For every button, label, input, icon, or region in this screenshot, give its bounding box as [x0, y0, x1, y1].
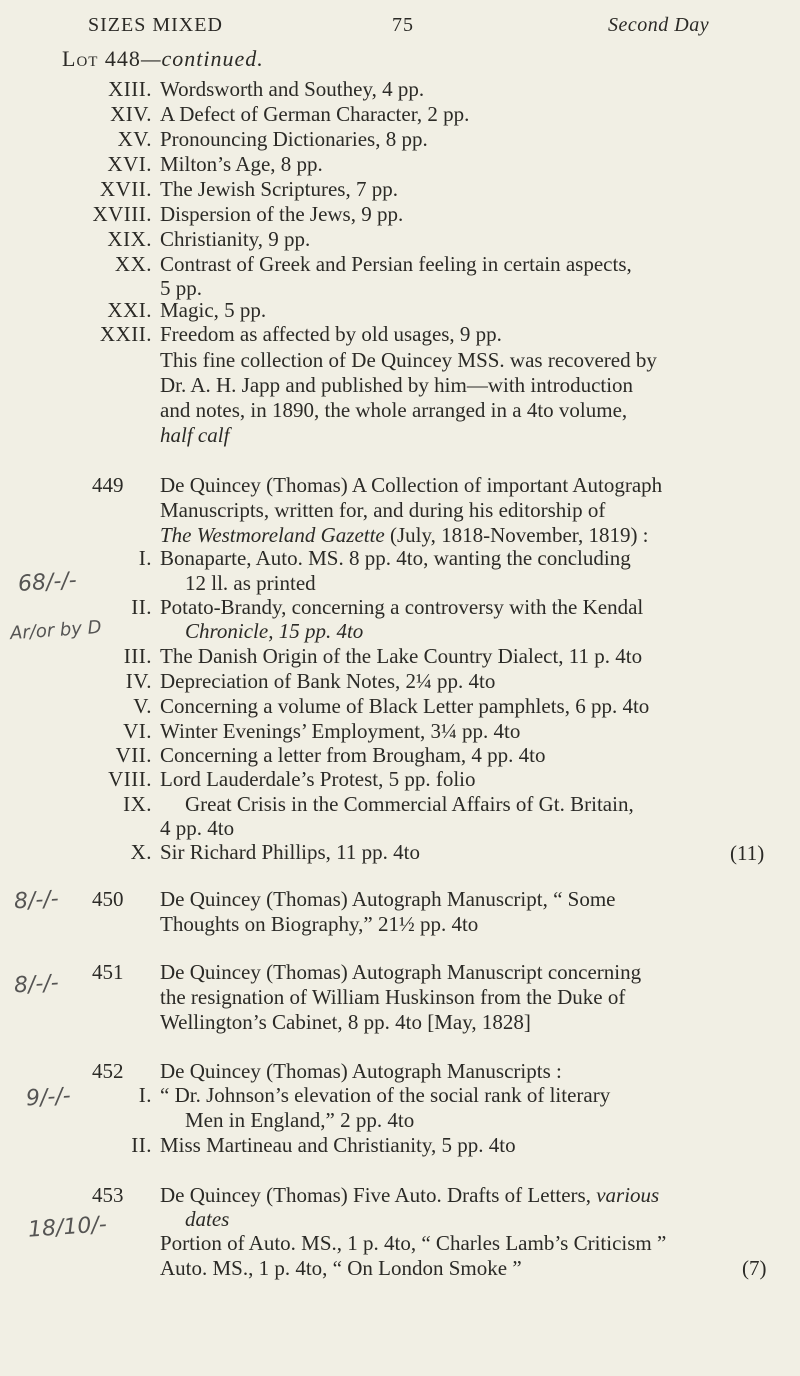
header-day: Second Day [608, 14, 710, 36]
lot-451-line3: Wellington’s Cabinet, 8 pp. 4to [May, 1828] [160, 1010, 531, 1034]
lot-448-title [62, 46, 264, 72]
lot-451-price: 8/-/- [13, 970, 60, 999]
lot-449-number: 449 [92, 473, 124, 497]
page-number: 75 [392, 14, 414, 36]
lot-448-binding: half calf [160, 423, 230, 447]
lot-453-number: 453 [92, 1183, 124, 1207]
lot-451-line2: the resignation of William Huskinson from the Duke of [160, 985, 626, 1009]
lot-453-line3: Portion of Auto. MS., 1 p. 4to, “ Charles Lamb’s Criticism ” [160, 1231, 667, 1255]
lot-453-line4: Auto. MS., 1 p. 4to, “ On London Smoke ” [160, 1256, 522, 1280]
catalogue-page: SIZES MIXED 75 Second Day Lot 448—continued. XIII. Wordsworth and Southey, 4 pp. XIV. A Defect of German Character, 2 pp. XV. Pronouncing Dictionaries, 8 pp. XVI. Milton’s Age, 8 pp. XVII. The Jewish Scriptures, 7 pp. XVIII. Dispersion of the Jews, 9 pp. XIX. Christianity, 9 pp. XX. Contrast of Greek and Persian feeling in certain aspects, 5 pp. XXI. Magic, 5 pp. XXII. Freedom as affected by old usages, 9 pp. This fine collection of De Quincey MSS. was recovered by Dr. A. H. Japp and published by him—with introduction and notes, in 1890, the whole arranged in a 4to volume, half calf 449 De Quincey (Thomas) A Collection of important Autograph Manuscripts, written for, and during his editorship of The Westmoreland Gazette (July, 1818-November, 1819) : I. Bonaparte, Auto. MS. 8 pp. 4to, wanting the concluding 12 ll. as printed II. Potato-Brandy, concerning a controversy with the Kendal Chronicle, 15 pp. 4to III. The Danish Origin of the Lake Country Dialect, 11 p. 4to IV. Depreciation of Bank Notes, 2¼ pp. 4to V. Concerning a volume of Black Letter pamphlets, 6 pp. 4to VI. Winter Evenings’ Employment, 3¼ pp. 4to VII. Concerning a letter from Brougham, 4 pp. 4to VIII. Lord Lauderdale’s Protest, 5 pp. folio IX. Great Crisis in the Commercial Affairs of Gt. Britain, 4 pp. 4to X. Sir Richard Phillips, 11 pp. 4to (11) 68/-/- Ar/or by D 450 De Quincey (Thomas) Autograph Manuscript, “ Some Thoughts on Biography,” 21½ pp. 4to 8/-/- 451 De Quincey (Thomas) Autograph Manuscript concerning the resignation of William Huskinson from the Duke of Wellington’s Cabinet, 8 pp. 4to [May, 1828] 8/-/- 452 De Quincey (Thomas) Autograph Manuscripts : I. “ Dr. Johnson’s elevation of the social rank of literary Men in England,” 2 pp. 4to II. Miss Martineau and Christianity, 5 pp. 4to 9/-/- 453 De Quincey (Thomas) Five Auto. Drafts of Letters, various dates Portion of Auto. MS., 1 p. 4to, “ Charles Lamb’s Criticism ” Auto. MS., 1 p. 4to, “ On London Smoke ” (7) 18/10/- [9, 14, 767, 1280]
lot-453-count: (7) [742, 1256, 767, 1280]
lot-449-buyer: Ar/or by D [9, 616, 103, 645]
lot-451-line1: De Quincey (Thomas) Autograph Manuscript concerning [160, 960, 642, 984]
lot-449-line2: Manuscripts, written for, and during his editorship of [160, 498, 606, 522]
lot-448-continued: —continued. [140, 46, 264, 71]
lot-450-number: 450 [92, 887, 124, 911]
lot-448-note-1: This fine collection of De Quincey MSS. was recovered by [160, 348, 657, 372]
lot-450-line1: De Quincey (Thomas) Autograph Manuscript, “ Some [160, 887, 616, 911]
lot-448-label: Lot 448 [62, 46, 141, 71]
lot-452-price: 9/-/- [25, 1083, 72, 1112]
lot-452-line1: De Quincey (Thomas) Autograph Manuscripts : [160, 1059, 562, 1083]
lot-450-line2: Thoughts on Biography,” 21½ pp. 4to [160, 912, 479, 936]
lot-453-line2: dates [185, 1207, 230, 1231]
lot-453-line1: De Quincey (Thomas) Five Auto. Drafts of Letters, various [160, 1183, 660, 1207]
gazette-title: The Westmoreland Gazette [160, 523, 385, 547]
lot-452-number: 452 [92, 1059, 124, 1083]
lot-451-number: 451 [92, 960, 124, 984]
lot-450-price: 8/-/- [13, 886, 60, 915]
header-sizes: SIZES MIXED [88, 14, 223, 36]
lot-448-note-2: Dr. A. H. Japp and published by him—with introduction [160, 373, 634, 397]
lot-449-line1: De Quincey (Thomas) A Collection of important Autograph [160, 473, 663, 497]
lot-449-line3: The Westmoreland Gazette (July, 1818-November, 1819) : [160, 523, 649, 547]
lot-449-count: (11) [730, 841, 765, 865]
lot-453-price: 18/10/- [27, 1212, 108, 1243]
lot-449-price: 68/-/- [17, 567, 78, 598]
lot-448-note-3: and notes, in 1890, the whole arranged in a 4to volume, [160, 398, 628, 422]
